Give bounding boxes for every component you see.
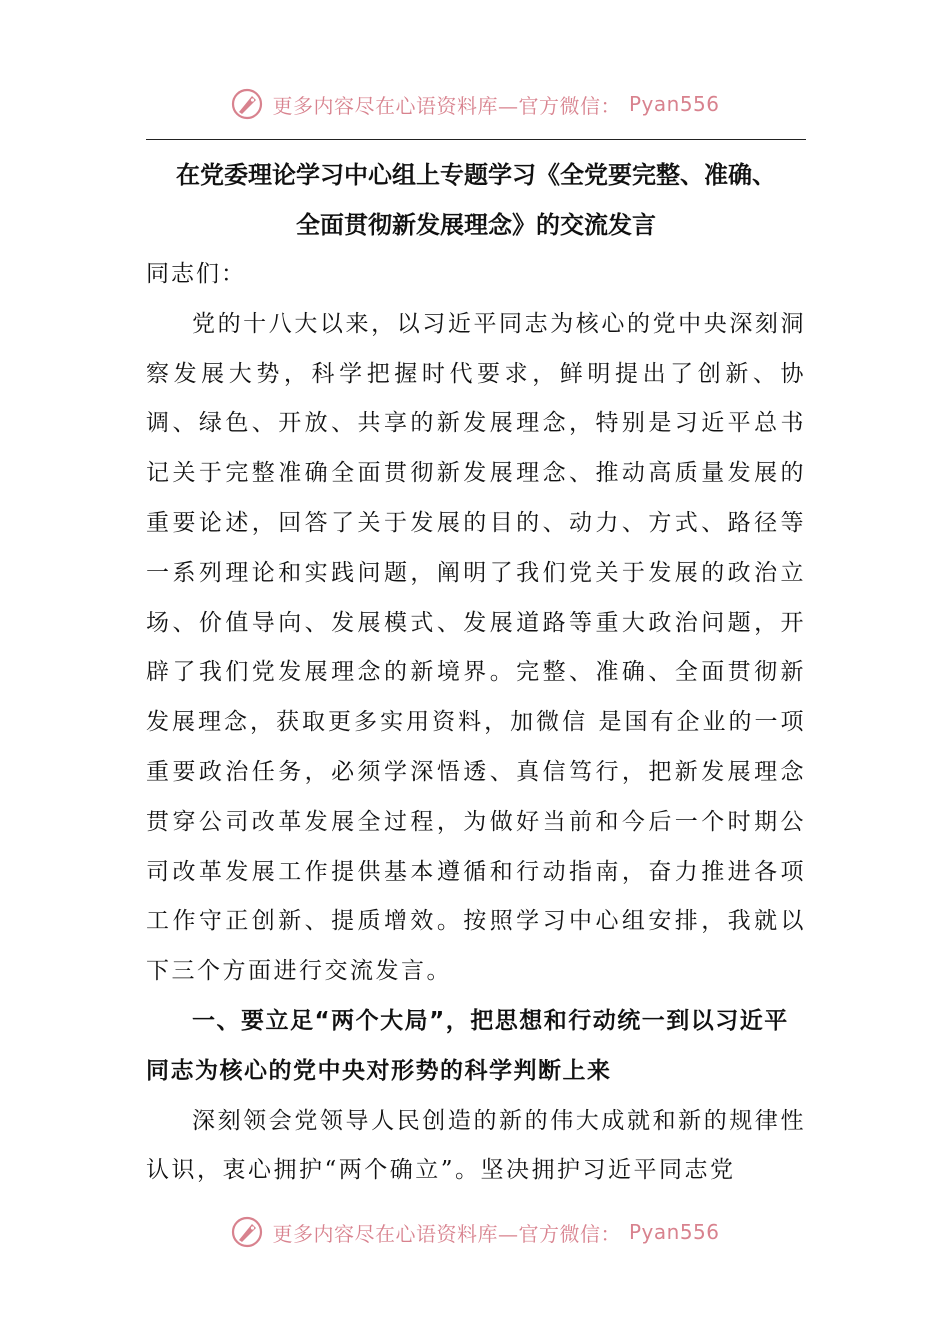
salutation: 同志们： (146, 261, 246, 287)
header-watermark (0, 82, 950, 126)
document-title (146, 150, 806, 250)
footer-watermark (0, 1210, 950, 1254)
pen-nib-logo-icon (230, 87, 264, 121)
watermark-wechat-id: Pyan556 (628, 1220, 720, 1244)
document-body (146, 150, 806, 1196)
title-line-2: 全面贯彻新发展理念》的交流发言 (296, 211, 656, 239)
paragraph-2: 深刻领会党领导人民创造的新的伟大成就和新的规律性认识，衷心拥护“两个确立”。坚决拥护习近平同志党 (146, 1107, 806, 1184)
section-heading-1: 一、要立足“两个大局”，把思想和行动统一到以习近平同志为核心的党中央对形势的科学判断上来 (146, 1007, 789, 1084)
paragraph-1: 党的十八大以来，以习近平同志为核心的党中央深刻洞察发展大势，科学把握时代要求，鲜明提出了创新、协调、绿色、开放、共享的新发展理念，特别是习近平总书记关于完整准确全面贯彻新发展理念、推动高质量发展的重要论述，回答了关于发展的目的、动力、方式、路径等一系列理论和实践问题，阐明了我们党关于发展的政治立场、价值导向、发展模式、发展道路等重大政治问题，开辟了我们党发展理念的新境界。完整、准确、全面贯彻新发展理念，获取更多实用资料，加微信 是国有企业的一项重要政治任务，必须学深悟透、真信笃行，把新发展理念贯穿公司改革发展全过程，为做好当前和今后一个时期公司改革发展工作提供基本遵循和行动指南，奋力推进各项工作守正创新、提质增效。按照学习中心组安排，我就以下三个方面进行交流发言。 (146, 310, 806, 985)
pen-nib-logo-icon (230, 1215, 264, 1249)
watermark-wechat-id: Pyan556 (628, 92, 720, 116)
watermark-text: 更多内容尽在心语资料库—官方微信： (272, 93, 621, 118)
header-divider (146, 139, 806, 140)
watermark-text: 更多内容尽在心语资料库—官方微信： (272, 1221, 621, 1246)
title-line-1: 在党委理论学习中心组上专题学习《全党要完整、准确、 (176, 161, 776, 189)
